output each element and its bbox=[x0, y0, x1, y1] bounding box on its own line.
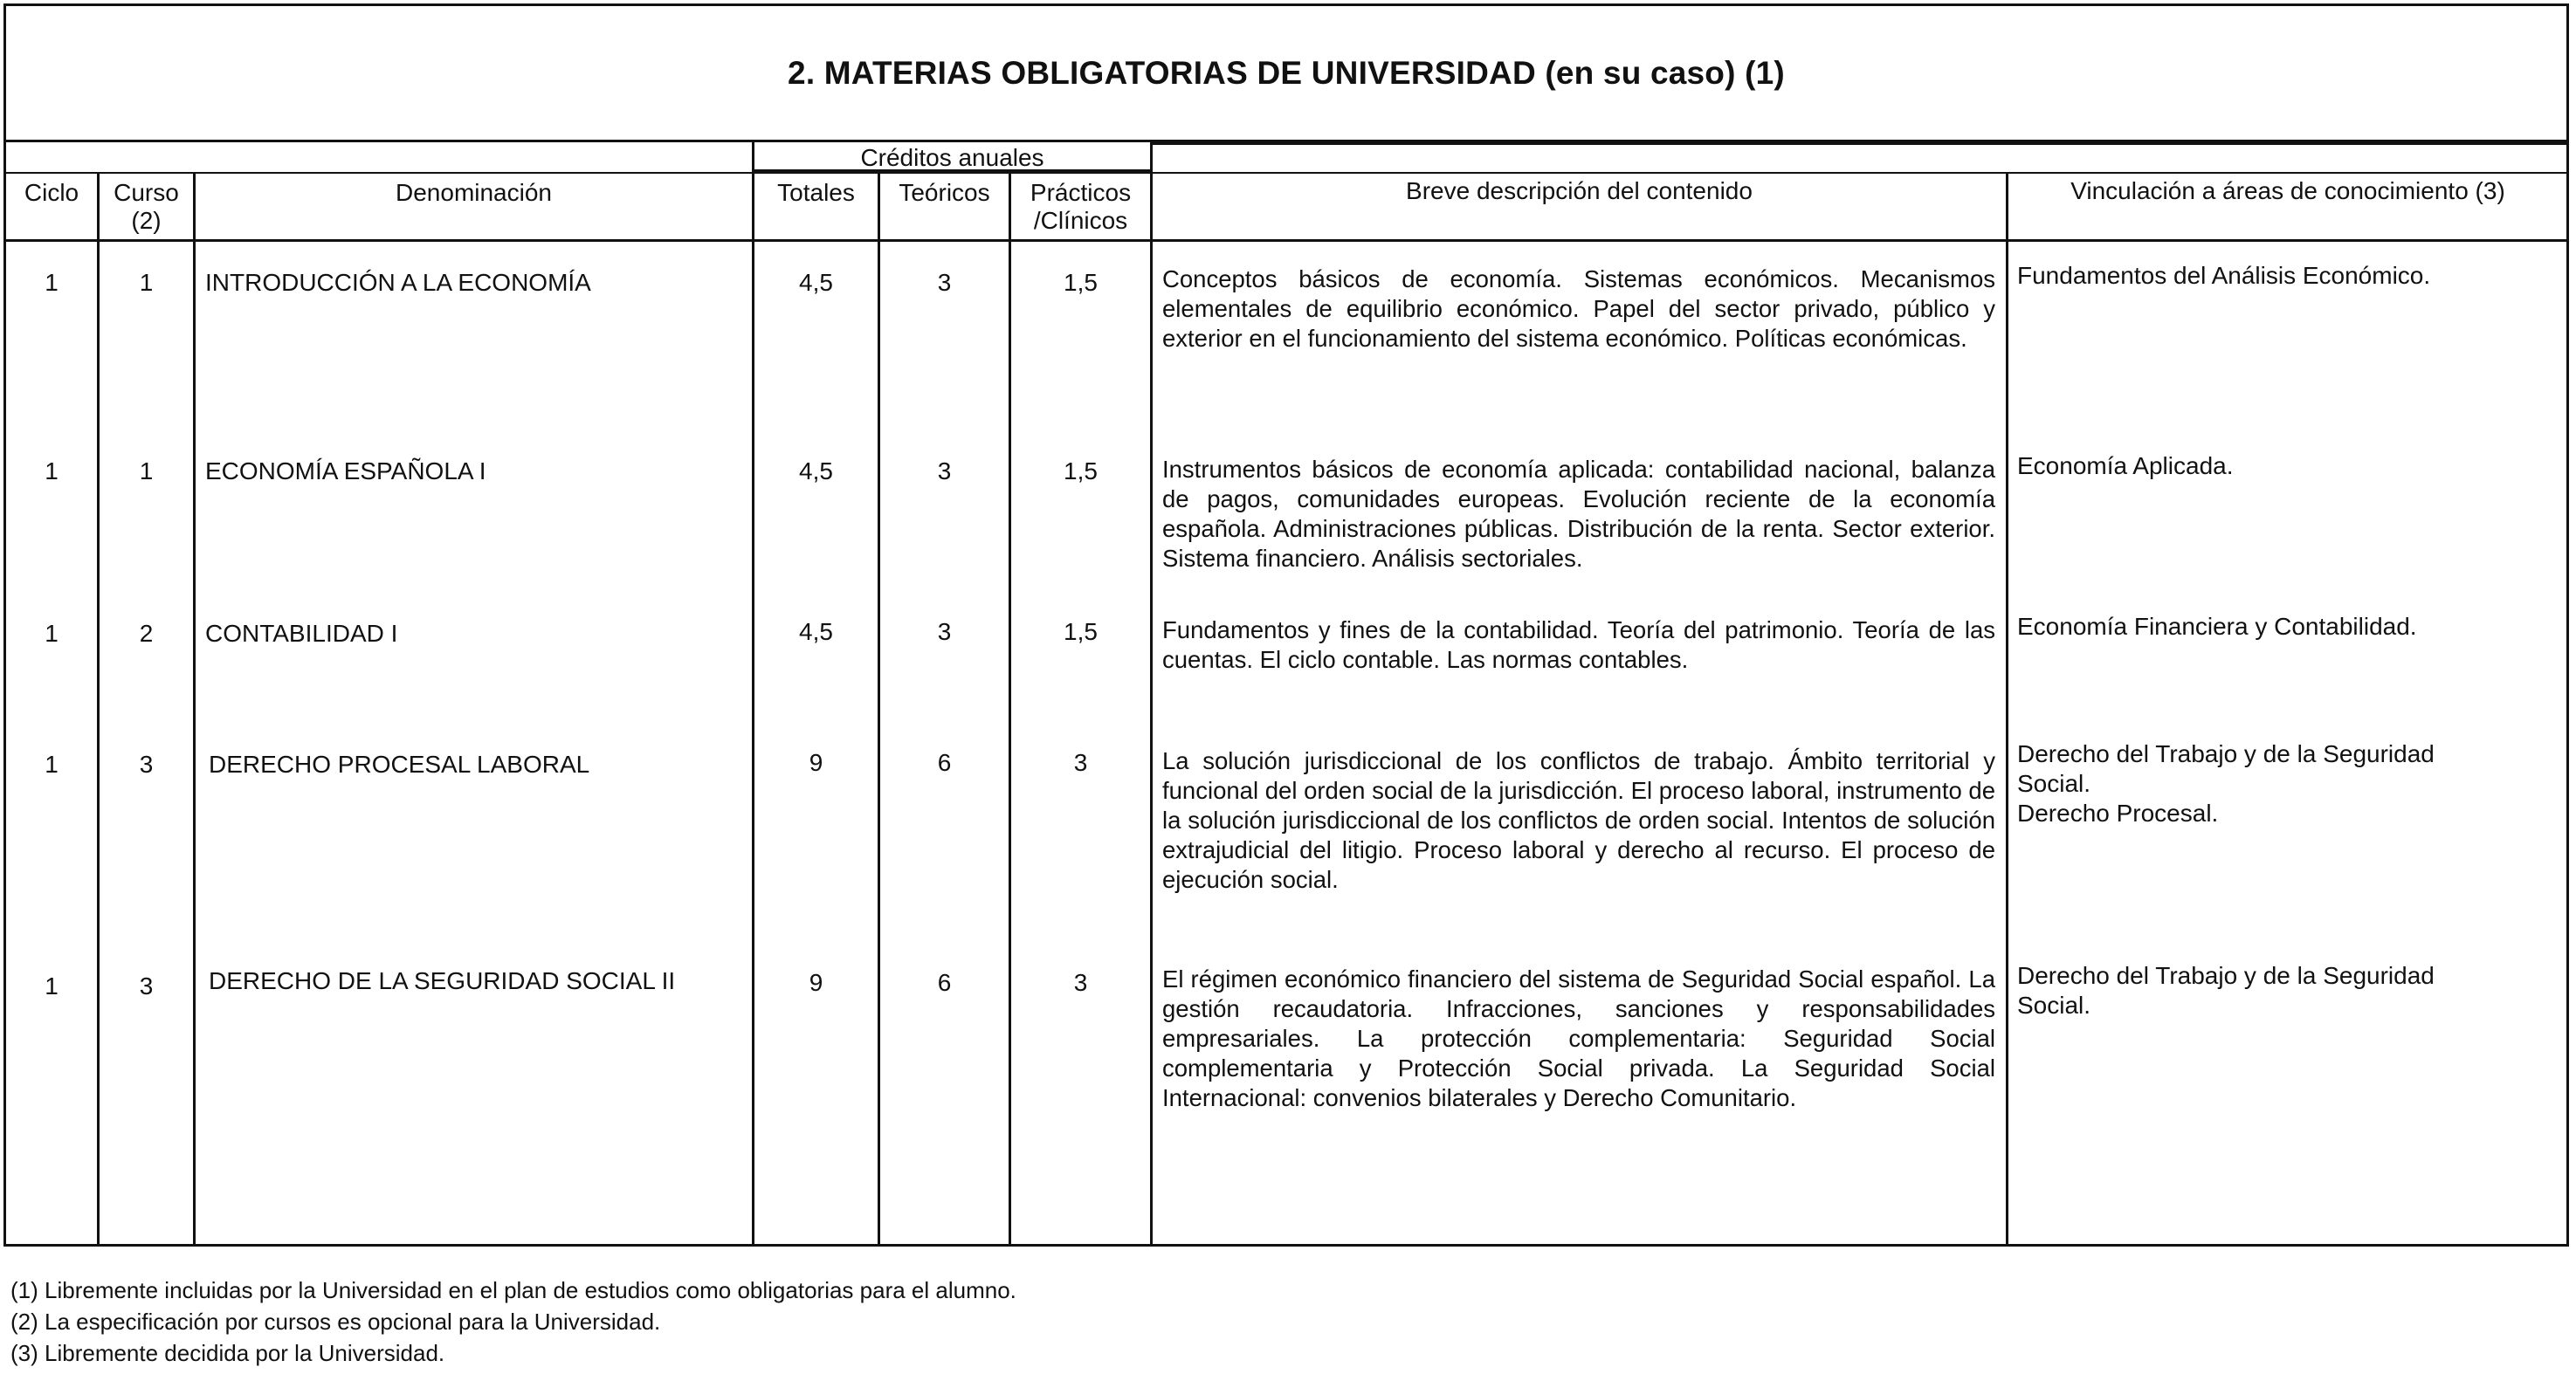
header-curso bbox=[100, 179, 193, 235]
header-curso-note: (2) bbox=[131, 207, 162, 234]
row-teoricos: 3 bbox=[937, 618, 952, 645]
header-curso-label: Curso bbox=[114, 179, 179, 206]
row-vinculacion bbox=[2017, 451, 2506, 481]
footnote: (2) La especificación por cursos es opcional para la Universidad. bbox=[10, 1309, 661, 1335]
row-vinculacion bbox=[2017, 739, 2506, 828]
header-split-line bbox=[6, 172, 2566, 174]
col-sep-ciclo bbox=[97, 172, 100, 1244]
row-practicos: 1,5 bbox=[1064, 269, 1098, 296]
row-descripcion: Conceptos básicos de economía. Sistemas económicos. Mecanismos elementales de equilibrio económico. Papel del sector privado, público y exterior en el funcionamiento del sistema económico. Políticas económicas. bbox=[1162, 265, 1995, 352]
col-sep-curso bbox=[193, 172, 196, 1244]
row-practicos: 1,5 bbox=[1064, 618, 1098, 645]
row-totales: 4,5 bbox=[799, 618, 833, 645]
row-curso: 3 bbox=[139, 972, 154, 1000]
row-ciclo: 1 bbox=[45, 972, 59, 1000]
row-vinculacion bbox=[2017, 612, 2506, 642]
row-teoricos: 3 bbox=[937, 269, 952, 296]
header-ciclo: Ciclo bbox=[24, 179, 79, 206]
header-practicos-label: Prácticos bbox=[1030, 179, 1132, 206]
col-sep-teoricos bbox=[1009, 172, 1011, 1244]
page-title: 2. MATERIAS OBLIGATORIAS DE UNIVERSIDAD (en su caso) (1) bbox=[788, 54, 1785, 91]
header-descripcion: Breve descripción del contenido bbox=[1406, 177, 1753, 204]
header-top-line-right bbox=[1150, 142, 2566, 145]
row-ciclo: 1 bbox=[45, 620, 59, 647]
row-vinculacion bbox=[2017, 961, 2506, 1020]
row-teoricos: 3 bbox=[937, 457, 952, 484]
row-vinculacion-line: Derecho del Trabajo y de la Seguridad Social. bbox=[2017, 962, 2435, 1019]
row-curso: 1 bbox=[139, 457, 154, 484]
row-ciclo: 1 bbox=[45, 269, 59, 296]
row-vinculacion-line: Economía Financiera y Contabilidad. bbox=[2017, 613, 2417, 640]
row-descripcion: El régimen económico financiero del sistema de Seguridad Social español. La gestión recaudatoria. Infracciones, sanciones y responsabilidades empresariales. La protección complementaria: Seguridad Social complementaria y Protección Social privada. La Seguridad Social Internacional: convenios bilaterales y Derecho Comunitario. bbox=[1162, 965, 1995, 1111]
row-curso: 2 bbox=[139, 620, 154, 647]
row-practicos: 3 bbox=[1073, 969, 1088, 996]
row-totales: 4,5 bbox=[799, 457, 833, 484]
row-curso: 3 bbox=[139, 751, 154, 778]
row-denominacion: ECONOMÍA ESPAÑOLA I bbox=[205, 457, 486, 484]
row-vinculacion-line: Economía Aplicada. bbox=[2017, 452, 2234, 479]
row-denominacion: CONTABILIDAD I bbox=[205, 620, 398, 647]
row-ciclo: 1 bbox=[45, 457, 59, 484]
header-practicos bbox=[1011, 179, 1150, 235]
col-sep-practicos bbox=[1150, 142, 1153, 1244]
row-descripcion: Fundamentos y fines de la contabilidad. Teoría del patrimonio. Teoría de las cuentas. El ciclo contable. Las normas contables. bbox=[1162, 616, 1995, 673]
header-creditos-anuales: Créditos anuales bbox=[860, 144, 1044, 171]
row-descripcion: La solución jurisdiccional de los conflictos de trabajo. Ámbito territorial y funcional del orden social de la jurisdicción. El proceso laboral, instrumento de la solución jurisdiccional de los conflictos de orden social. Intentos de solución extrajudicial del litigio. Proceso laboral y derecho al recurso. El proceso de ejecución social. bbox=[1162, 747, 1995, 893]
row-ciclo: 1 bbox=[45, 751, 59, 778]
row-teoricos: 6 bbox=[937, 749, 952, 776]
col-sep-denominacion bbox=[752, 142, 754, 1244]
row-curso: 1 bbox=[139, 269, 154, 296]
header-totales: Totales bbox=[777, 179, 855, 206]
footnote: (1) Libremente incluidas por la Universidad en el plan de estudios como obligatorias para el alumno. bbox=[10, 1277, 1016, 1303]
row-totales: 4,5 bbox=[799, 269, 833, 296]
header-bottom-line bbox=[6, 239, 2566, 242]
row-denominacion: DERECHO DE LA SEGURIDAD SOCIAL II bbox=[209, 967, 676, 994]
row-totales: 9 bbox=[809, 969, 823, 996]
col-sep-descripcion bbox=[2006, 172, 2008, 1244]
row-denominacion: INTRODUCCIÓN A LA ECONOMÍA bbox=[205, 269, 591, 296]
row-vinculacion-line: Derecho del Trabajo y de la Seguridad Social. bbox=[2017, 740, 2435, 797]
footnotes bbox=[10, 1275, 1016, 1369]
row-practicos: 3 bbox=[1073, 749, 1088, 776]
row-vinculacion-line: Fundamentos del Análisis Económico. bbox=[2017, 262, 2431, 289]
row-denominacion: DERECHO PROCESAL LABORAL bbox=[209, 751, 590, 778]
row-totales: 9 bbox=[809, 749, 823, 776]
table-frame bbox=[3, 3, 2569, 1247]
header-teoricos: Teóricos bbox=[899, 179, 990, 206]
row-practicos: 1,5 bbox=[1064, 457, 1098, 484]
row-vinculacion-line: Derecho Procesal. bbox=[2017, 800, 2219, 827]
row-teoricos: 6 bbox=[937, 969, 952, 996]
row-vinculacion bbox=[2017, 261, 2506, 291]
footnote: (3) Libremente decidida por la Universidad. bbox=[10, 1340, 445, 1366]
row-descripcion: Instrumentos básicos de economía aplicada: contabilidad nacional, balanza de pagos, comunidades europeas. Evolución reciente de la economía española. Administraciones públicas. Distribución de la renta. Sector exterior. Sistema financiero. Análisis sectoriales. bbox=[1162, 456, 1995, 572]
header-practicos-label-2: /Clínicos bbox=[1033, 207, 1128, 234]
header-vinculacion: Vinculación a áreas de conocimiento (3) bbox=[2070, 177, 2505, 204]
col-sep-totales bbox=[878, 172, 880, 1244]
header-denominacion: Denominación bbox=[396, 179, 552, 206]
title-box bbox=[6, 6, 2566, 142]
